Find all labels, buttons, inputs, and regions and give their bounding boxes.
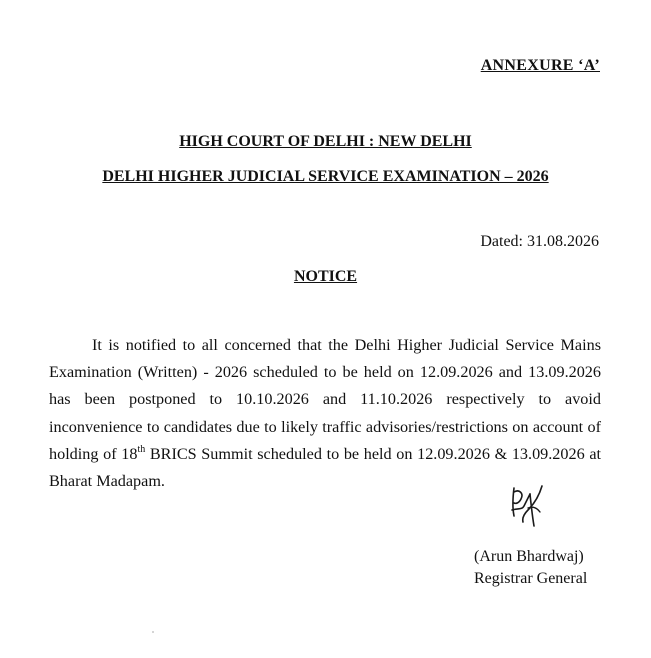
- notice-title: NOTICE: [293, 268, 358, 285]
- signatory-name: (Arun Bhardwaj): [474, 548, 584, 565]
- signatory-block: [474, 546, 587, 590]
- signatory-designation: Registrar General: [474, 570, 588, 587]
- court-heading: HIGH COURT OF DELHI : NEW DELHI: [179, 133, 472, 150]
- notice-body-part2: BRICS Summit scheduled to be held on 12.09.2026 & 13.09.2026 at Bharat Madapam.: [49, 444, 602, 491]
- scan-speck: [152, 631, 154, 633]
- notice-body: [49, 332, 601, 495]
- ordinal-superscript: th: [137, 443, 146, 455]
- notice-body-part1: It is notified to all concerned that the Delhi Higher Judicial Service Mains Examination (Written) - 2026 scheduled to be held on 12.09.2026 and 13.09.2026 has been postponed to 10.10.2026 and 11.10.2026 respectively to avoid inconvenience to candidates due to likely traffic advisories/restrictions on account of holding of 18: [49, 336, 601, 463]
- handwritten-signature: [506, 480, 552, 530]
- annexure-label: ANNEXURE ‘A’: [480, 57, 600, 74]
- exam-heading: DELHI HIGHER JUDICIAL SERVICE EXAMINATION – 2026: [102, 168, 549, 185]
- dated-line: Dated: 31.08.2026: [480, 233, 599, 250]
